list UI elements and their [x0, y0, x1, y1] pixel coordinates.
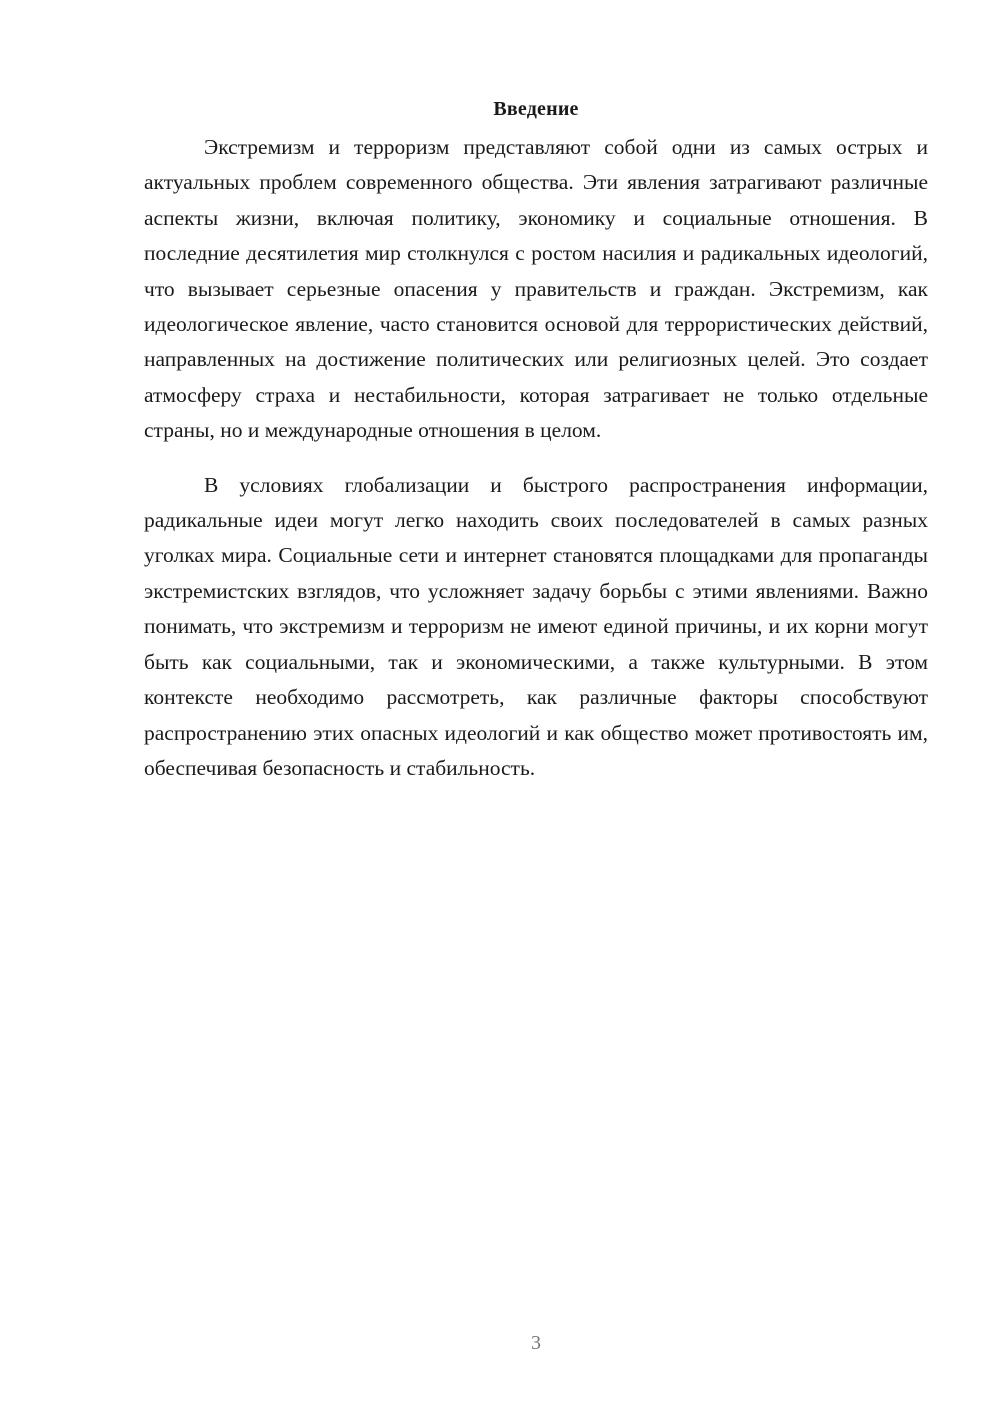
paragraph-2: В условиях глобализации и быстрого распространения информации, радикальные идеи могут легко находить своих последователей в самых разных уголках мира. Социальные сети и интернет становятся площадками для пропаганды экстремистских взглядов, что усложняет задачу борьбы с этими явлениями. Важно понимать, что экстремизм и терроризм не имеют единой причины, и их корни могут быть как социальными, так и экономическими, а также культурными. В этом контексте необходимо рассмотреть, как различные факторы способствуют распространению этих опасных идеологий и как общество может противостоять им, обеспечивая безопасность и стабильность.: [144, 472, 928, 780]
paragraph-1: Экстремизм и терроризм представляют собой одни из самых острых и актуальных проблем современного общества. Эти явления затрагивают различные аспекты жизни, включая политику, экономику и социальные отношения. В последние десятилетия мир столкнулся с ростом насилия и радикальных идеологий, что вызывает серьезные опасения у правительств и граждан. Экстремизм, как идеологическое явление, часто становится основой для террористических действий, направленных на достижение политических или религиозных целей. Это создает атмосферу страха и нестабильности, которая затрагивает не только отдельные страны, но и международные отношения в целом.: [144, 135, 928, 443]
page-content: [144, 92, 928, 786]
page-number: 3: [531, 1332, 541, 1354]
section-heading: Введение: [493, 98, 579, 120]
